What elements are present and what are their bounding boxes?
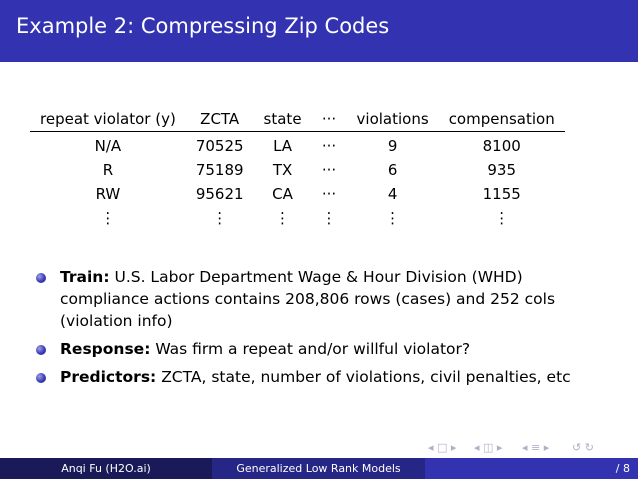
nav-frame-prev-icon[interactable]: ◂ □ ▸ — [428, 441, 457, 454]
list-item — [32, 338, 612, 360]
vertical-ellipsis: ⋮ — [275, 209, 291, 227]
data-table — [30, 108, 565, 230]
table-cell: 1155 — [482, 185, 521, 203]
list-item — [32, 366, 612, 388]
vertical-ellipsis: ⋮ — [321, 209, 337, 227]
column-header: ··· — [312, 108, 347, 132]
table-row-ellipsis — [30, 206, 565, 230]
table-cell: LA — [273, 137, 293, 155]
table-cell: ··· — [321, 185, 337, 203]
table-cell: 75189 — [195, 161, 244, 179]
table-row — [30, 158, 565, 182]
column-header: repeat violator (y) — [30, 108, 186, 132]
nav-section-icon[interactable]: ◂ ≡ ▸ — [522, 441, 550, 454]
list-item — [32, 266, 612, 332]
bullet-label: Response: — [60, 340, 151, 358]
table-cell: 4 — [387, 185, 398, 203]
slide-title: Example 2: Compressing Zip Codes — [16, 14, 390, 38]
bullet-text: Was firm a repeat and/or willful violator? — [155, 340, 471, 358]
table-cell: 70525 — [195, 137, 244, 155]
table-cell: 95621 — [195, 185, 244, 203]
table-cell: 6 — [387, 161, 398, 179]
table-row — [30, 182, 565, 206]
vertical-ellipsis: ⋮ — [494, 209, 510, 227]
table-header-row — [30, 108, 565, 132]
column-header: violations — [347, 108, 439, 132]
table-cell: CA — [272, 185, 293, 203]
column-header: ZCTA — [186, 108, 254, 132]
nav-subsection-icon[interactable]: ◂ ◫ ▸ — [474, 441, 503, 454]
footer-bar — [0, 458, 638, 479]
footer-page-number — [425, 458, 638, 479]
bullet-list — [32, 266, 612, 394]
vertical-ellipsis: ⋮ — [212, 209, 228, 227]
bullet-ball-icon — [36, 273, 46, 283]
table-cell: ··· — [321, 161, 337, 179]
table-cell: 935 — [487, 161, 517, 179]
table-cell: RW — [95, 185, 121, 203]
bullet-label: Predictors: — [60, 368, 157, 386]
table-cell: N/A — [94, 137, 122, 155]
bullet-text: U.S. Labor Department Wage & Hour Division (WHD) compliance actions contains 208,806 rows (cases) and 252 cols (violation info) — [60, 268, 556, 330]
bullet-label: Train: — [60, 268, 110, 286]
table-row — [30, 132, 565, 159]
page-number-text: / 8 — [615, 462, 630, 475]
table-cell: TX — [272, 161, 293, 179]
column-header: compensation — [439, 108, 565, 132]
nav-search-icon[interactable]: ↺ ↻ — [572, 441, 594, 454]
footer-talk-title: Generalized Low Rank Models — [212, 458, 425, 479]
table-cell: 8100 — [482, 137, 521, 155]
bullet-text: ZCTA, state, number of violations, civil penalties, etc — [161, 368, 571, 386]
vertical-ellipsis: ⋮ — [385, 209, 401, 227]
vertical-ellipsis: ⋮ — [100, 209, 116, 227]
footer-author: Anqi Fu (H2O.ai) — [0, 458, 212, 479]
table-cell: 9 — [387, 137, 398, 155]
title-bar — [0, 0, 638, 62]
table-cell: ··· — [321, 137, 337, 155]
column-header: state — [254, 108, 312, 132]
table-cell: R — [102, 161, 114, 179]
bullet-ball-icon — [36, 373, 46, 383]
bullet-ball-icon — [36, 345, 46, 355]
